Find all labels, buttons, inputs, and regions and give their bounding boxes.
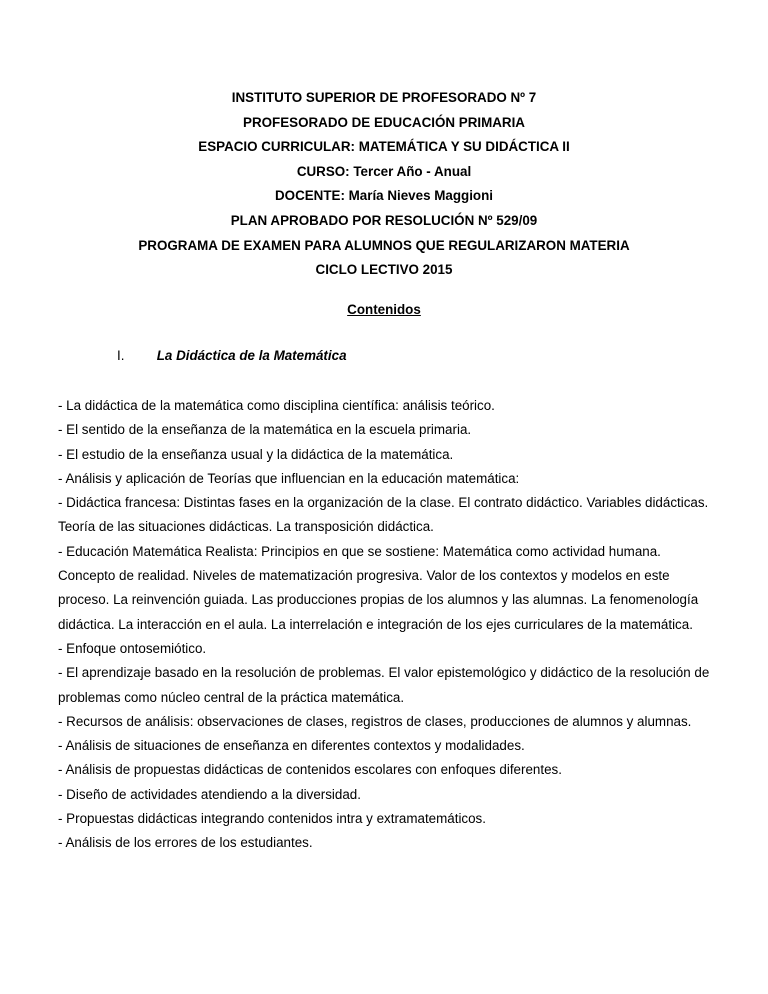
content-list — [58, 394, 718, 856]
list-item: - Recursos de análisis: observaciones de clases, registros de clases, producciones de alumnos y alumnas. — [58, 713, 692, 729]
section-number: I. — [117, 348, 125, 363]
list-item: - Enfoque ontosemiótico. — [58, 640, 207, 656]
list-item: - Análisis de los errores de los estudiantes. — [58, 835, 313, 851]
list-item: - El estudio de la enseñanza usual y la didáctica de la matemática. — [58, 446, 454, 462]
section-heading — [117, 348, 347, 363]
exam-program-title: PROGRAMA DE EXAMEN PARA ALUMNOS QUE REGULARIZARON MATERIA — [138, 237, 630, 253]
list-item: - La didáctica de la matemática como disciplina científica: análisis teórico. — [58, 398, 495, 413]
list-item: - Educación Matemática Realista: Principios en que se sostiene: Matemática como actividad humana. Concepto de realidad. Niveles de matematización progresiva. Valor de los contextos y modelos en este proceso. La reinvención guiada. Las producciones propias de los alumnos y las alumnas. La fenomenología didáctica. La interacción en el aula. La interrelación e integración de los ejes curriculares de la matemática. — [58, 543, 699, 632]
list-item: - El sentido de la enseñanza de la matemática en la escuela primaria. — [58, 422, 472, 438]
list-item: - Didáctica francesa: Distintas fases en la organización de la clase. El contrato didáctico. Variables didácticas. Teoría de las situaciones didácticas. La transposición didáctica. — [58, 495, 709, 535]
list-item: - Análisis y aplicación de Teorías que influencian en la educación matemática: — [58, 470, 520, 486]
program-name: PROFESORADO DE EDUCACIÓN PRIMARIA — [243, 114, 525, 130]
list-item: - Análisis de propuestas didácticas de contenidos escolares con enfoques diferentes. — [58, 762, 562, 778]
list-item: - Análisis de situaciones de enseñanza en diferentes contextos y modalidades. — [58, 738, 525, 754]
school-year: CICLO LECTIVO 2015 — [315, 262, 453, 278]
contents-heading: Contenidos — [347, 302, 421, 317]
list-item: - Propuestas didácticas integrando contenidos intra y extramatemáticos. — [58, 811, 486, 827]
course: CURSO: Tercer Año - Anual — [296, 163, 472, 179]
institute-name: INSTITUTO SUPERIOR DE PROFESORADO Nº 7 — [231, 90, 537, 105]
section-title: La Didáctica de la Matemática — [156, 348, 347, 363]
list-item: - El aprendizaje basado en la resolución de problemas. El valor epistemológico y didáctico de la resolución de problemas como núcleo central de la práctica matemática. — [58, 665, 710, 705]
list-item: - Diseño de actividades atendiendo a la diversidad. — [58, 786, 361, 802]
plan-resolution: PLAN APROBADO POR RESOLUCIÓN Nº 529/09 — [230, 212, 538, 228]
teacher: DOCENTE: María Nieves Maggioni — [274, 188, 493, 204]
curricular-space: ESPACIO CURRICULAR: MATEMÁTICA Y SU DIDÁCTICA II — [198, 139, 570, 155]
document-header — [0, 86, 768, 283]
